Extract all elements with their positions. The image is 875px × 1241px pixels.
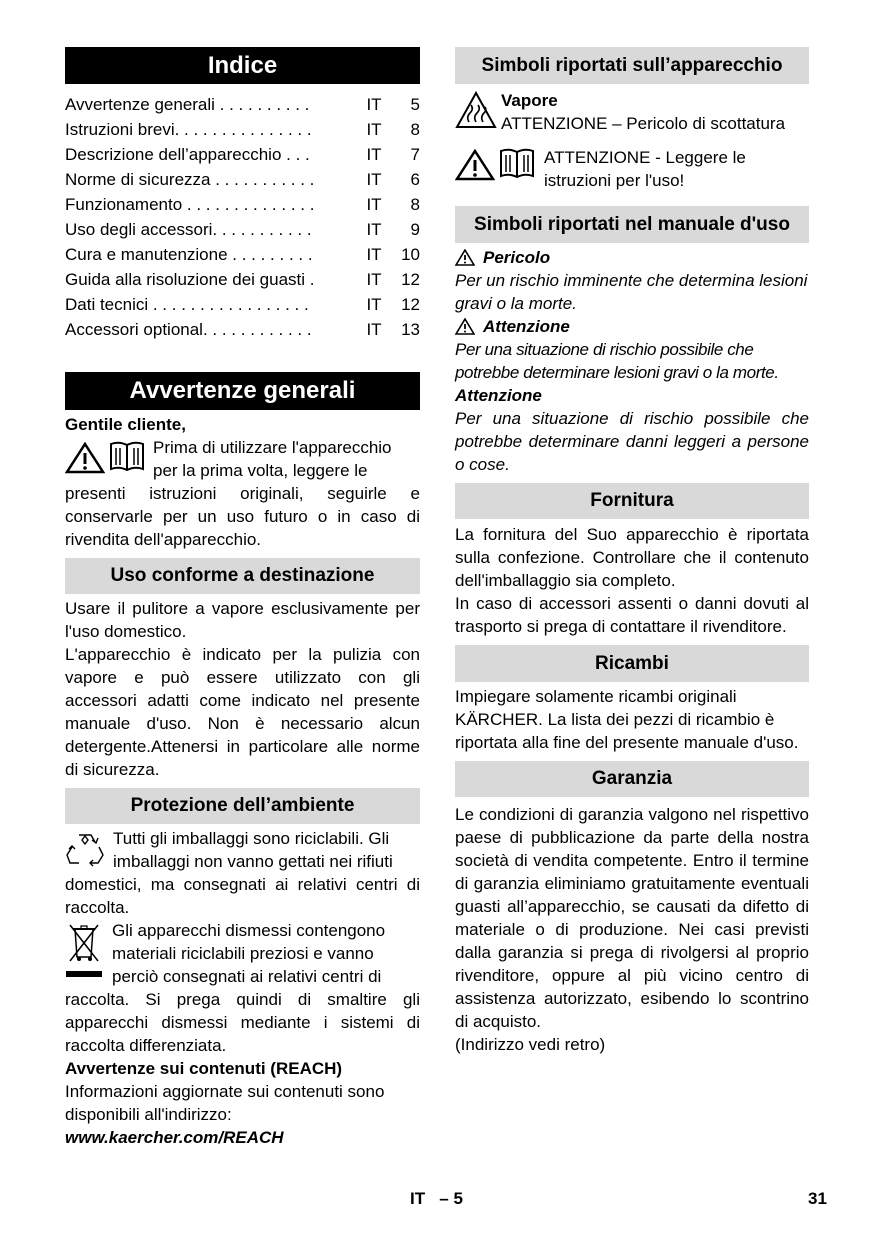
spares-heading: Ricambi	[455, 645, 809, 682]
manual-book-icon	[497, 147, 537, 179]
danger-label-row	[455, 246, 809, 269]
warning-label: Attenzione	[483, 317, 570, 336]
toc-page: 8	[410, 195, 420, 214]
spares-p1: Impiegare solamente ricambi originali KÄRCHER. La lista dei pezzi di ricambio è riportata alla fine del presente manuale d'uso.	[455, 687, 799, 752]
warranty-heading: Garanzia	[455, 761, 809, 797]
steam-label: Vapore	[501, 91, 558, 110]
toc-lang: IT	[366, 95, 382, 114]
toc-lang: IT	[366, 195, 382, 214]
toc-page: 5	[410, 95, 420, 114]
weee-rest: raccolta. Si prega quindi di smaltire gli apparecchi dismessi mediante i sistemi di raccolta differenziata.	[65, 990, 420, 1055]
delivery-p1: La fornitura del Suo apparecchio è riportata sulla confezione. Controllare che il contenuto dell'imballaggio sia completo.	[455, 525, 809, 590]
toc-name: Norme di sicurezza . . . . . . . . . . .	[65, 170, 315, 189]
toc-name: Funzionamento . . . . . . . . . . . . . .	[65, 195, 315, 214]
footer-page-number: 31	[808, 1189, 827, 1208]
intended-use-p2: L'apparecchio è indicato per la pulizia con vapore e può essere utilizzato con gli accessori adatti come indicato nel presente manuale d'uso. Non è necessario alcun detergente.Attenersi in particolare alle norme di sicurezza.	[65, 645, 420, 779]
reach-url[interactable]: www.kaercher.com/REACH	[65, 1128, 284, 1147]
toc-page: 10	[401, 245, 420, 264]
toc-page: 7	[410, 145, 420, 164]
intro-text: presenti istruzioni originali, seguirle e conservarle per un uso futuro o in caso di rivendita dell'apparecchio.	[65, 484, 420, 549]
intended-use-p1: Usare il pulitore a vapore esclusivamente per l'uso domestico.	[65, 599, 420, 641]
danger-text: Per un rischio imminente che determina lesioni gravi o la morte.	[455, 271, 808, 313]
intended-use-heading: Uso conforme a destinazione	[65, 558, 420, 594]
toc-page: 8	[410, 120, 420, 139]
delivery-p2: In caso di accessori assenti o danni dovuti al trasporto si prega di contattare il rivenditore.	[455, 594, 809, 636]
toc-row[interactable]	[65, 92, 420, 117]
right-column	[455, 47, 809, 1056]
table-of-contents	[65, 92, 420, 342]
left-column	[65, 47, 420, 1149]
intro-icon-text: Prima di utilizzare l'apparecchio per la prima volta, leggere le	[153, 438, 392, 480]
toc-name: Cura e manutenzione . . . . . . . . .	[65, 245, 313, 264]
read-manual-text: ATTENZIONE - Leggere le istruzioni per l'uso!	[544, 148, 746, 190]
manual-symbols-heading: Simboli riportati nel manuale d'uso	[455, 206, 809, 243]
warning-triangle-icon	[455, 149, 495, 181]
weee-block	[65, 919, 420, 988]
toc-lang: IT	[366, 120, 382, 139]
device-symbols-heading: Simboli riportati sull’apparecchio	[455, 47, 809, 84]
toc-name: Dati tecnici . . . . . . . . . . . . . . . . .	[65, 295, 309, 314]
reach-text: Informazioni aggiornate sui contenuti sono disponibili all'indirizzo:	[65, 1082, 385, 1124]
caution-label: Attenzione	[455, 386, 542, 405]
steam-texts	[501, 89, 785, 135]
toc-name: Uso degli accessori. . . . . . . . . . .	[65, 220, 312, 239]
warning-small-icon	[455, 318, 475, 335]
danger-triangle-icon	[455, 249, 475, 266]
recycle-icon	[65, 831, 105, 867]
warranty-p2: (Indirizzo vedi retro)	[455, 1035, 606, 1054]
toc-name: Descrizione dell’apparecchio . . .	[65, 145, 310, 164]
toc-lang: IT	[366, 145, 382, 164]
danger-label: Pericolo	[483, 248, 551, 267]
warning-triangle-icon	[65, 442, 105, 474]
toc-row[interactable]	[65, 142, 420, 167]
toc-lang: IT	[366, 320, 382, 339]
toc-page: 12	[401, 295, 420, 314]
footer-language-page: IT – 5	[410, 1189, 463, 1208]
warning-text: Per una situazione di rischio possibile che potrebbe determinare lesioni gravi o la morte.	[455, 340, 779, 382]
toc-lang: IT	[366, 220, 382, 239]
toc-name: Accessori optional. . . . . . . . . . . .	[65, 320, 312, 339]
toc-row[interactable]	[65, 242, 420, 267]
environment-heading: Protezione dell’ambiente	[65, 788, 420, 824]
toc-row[interactable]	[65, 267, 420, 292]
toc-lang: IT	[366, 170, 382, 189]
recycle-block	[65, 827, 420, 873]
recycle-rest: domestici, ma consegnati ai relativi centri di raccolta.	[65, 875, 420, 917]
toc-page: 9	[410, 220, 420, 239]
delivery-heading: Fornitura	[455, 483, 809, 519]
intro-block	[65, 436, 420, 482]
toc-page: 13	[401, 320, 420, 339]
steam-text: ATTENZIONE – Pericolo di scottatura	[501, 114, 786, 133]
toc-page: 6	[410, 170, 420, 189]
caution-text: Per una situazione di rischio possibile che potrebbe determinare danni leggeri a persone o cose.	[455, 409, 809, 474]
greeting: Gentile cliente,	[65, 415, 186, 434]
toc-row[interactable]	[65, 167, 420, 192]
warning-label-row	[455, 315, 809, 338]
toc-row[interactable]	[65, 217, 420, 242]
steam-warning-icon	[455, 91, 497, 129]
toc-row[interactable]	[65, 192, 420, 217]
crossed-bin-icon	[65, 921, 103, 983]
reach-title: Avvertenze sui contenuti (REACH)	[65, 1059, 343, 1078]
weee-text: Gli apparecchi dismessi contengono materiali riciclabili preziosi e vanno perciò consegnati ai relativi centri di	[112, 921, 386, 986]
steam-block	[455, 89, 809, 135]
recycle-text: Tutti gli imballaggi sono riciclabili. Gli imballaggi non vanno gettati nei rifiuti	[113, 829, 393, 871]
toc-name: Istruzioni brevi. . . . . . . . . . . . . . .	[65, 120, 312, 139]
toc-name: Avvertenze generali . . . . . . . . . .	[65, 95, 310, 114]
read-manual-block	[455, 146, 809, 192]
toc-row[interactable]	[65, 292, 420, 317]
toc-lang: IT	[366, 270, 382, 289]
warranty-p1: Le condizioni di garanzia valgono nel rispettivo paese di pubblicazione da parte della nostra società di vendita competente. Entro il termine di garanzia eliminiamo gratuitamente eventuali guasti all’apparecchio, se causati da difetto di materiale o di produzione. Nei casi previsti dalla garanzia si prega di rivolgersi al proprio rivenditore, oppure al più vicino centro di assistenza autorizzato, esibendo lo scontrino di acquisto.	[455, 805, 809, 1031]
toc-lang: IT	[366, 245, 382, 264]
general-heading: Avvertenze generali	[65, 372, 420, 410]
toc-row[interactable]	[65, 117, 420, 142]
toc-lang: IT	[366, 295, 382, 314]
toc-page: 12	[401, 270, 420, 289]
manual-book-icon	[107, 440, 147, 472]
toc-row[interactable]	[65, 317, 420, 342]
index-heading: Indice	[65, 47, 420, 84]
toc-name: Guida alla risoluzione dei guasti .	[65, 270, 315, 289]
